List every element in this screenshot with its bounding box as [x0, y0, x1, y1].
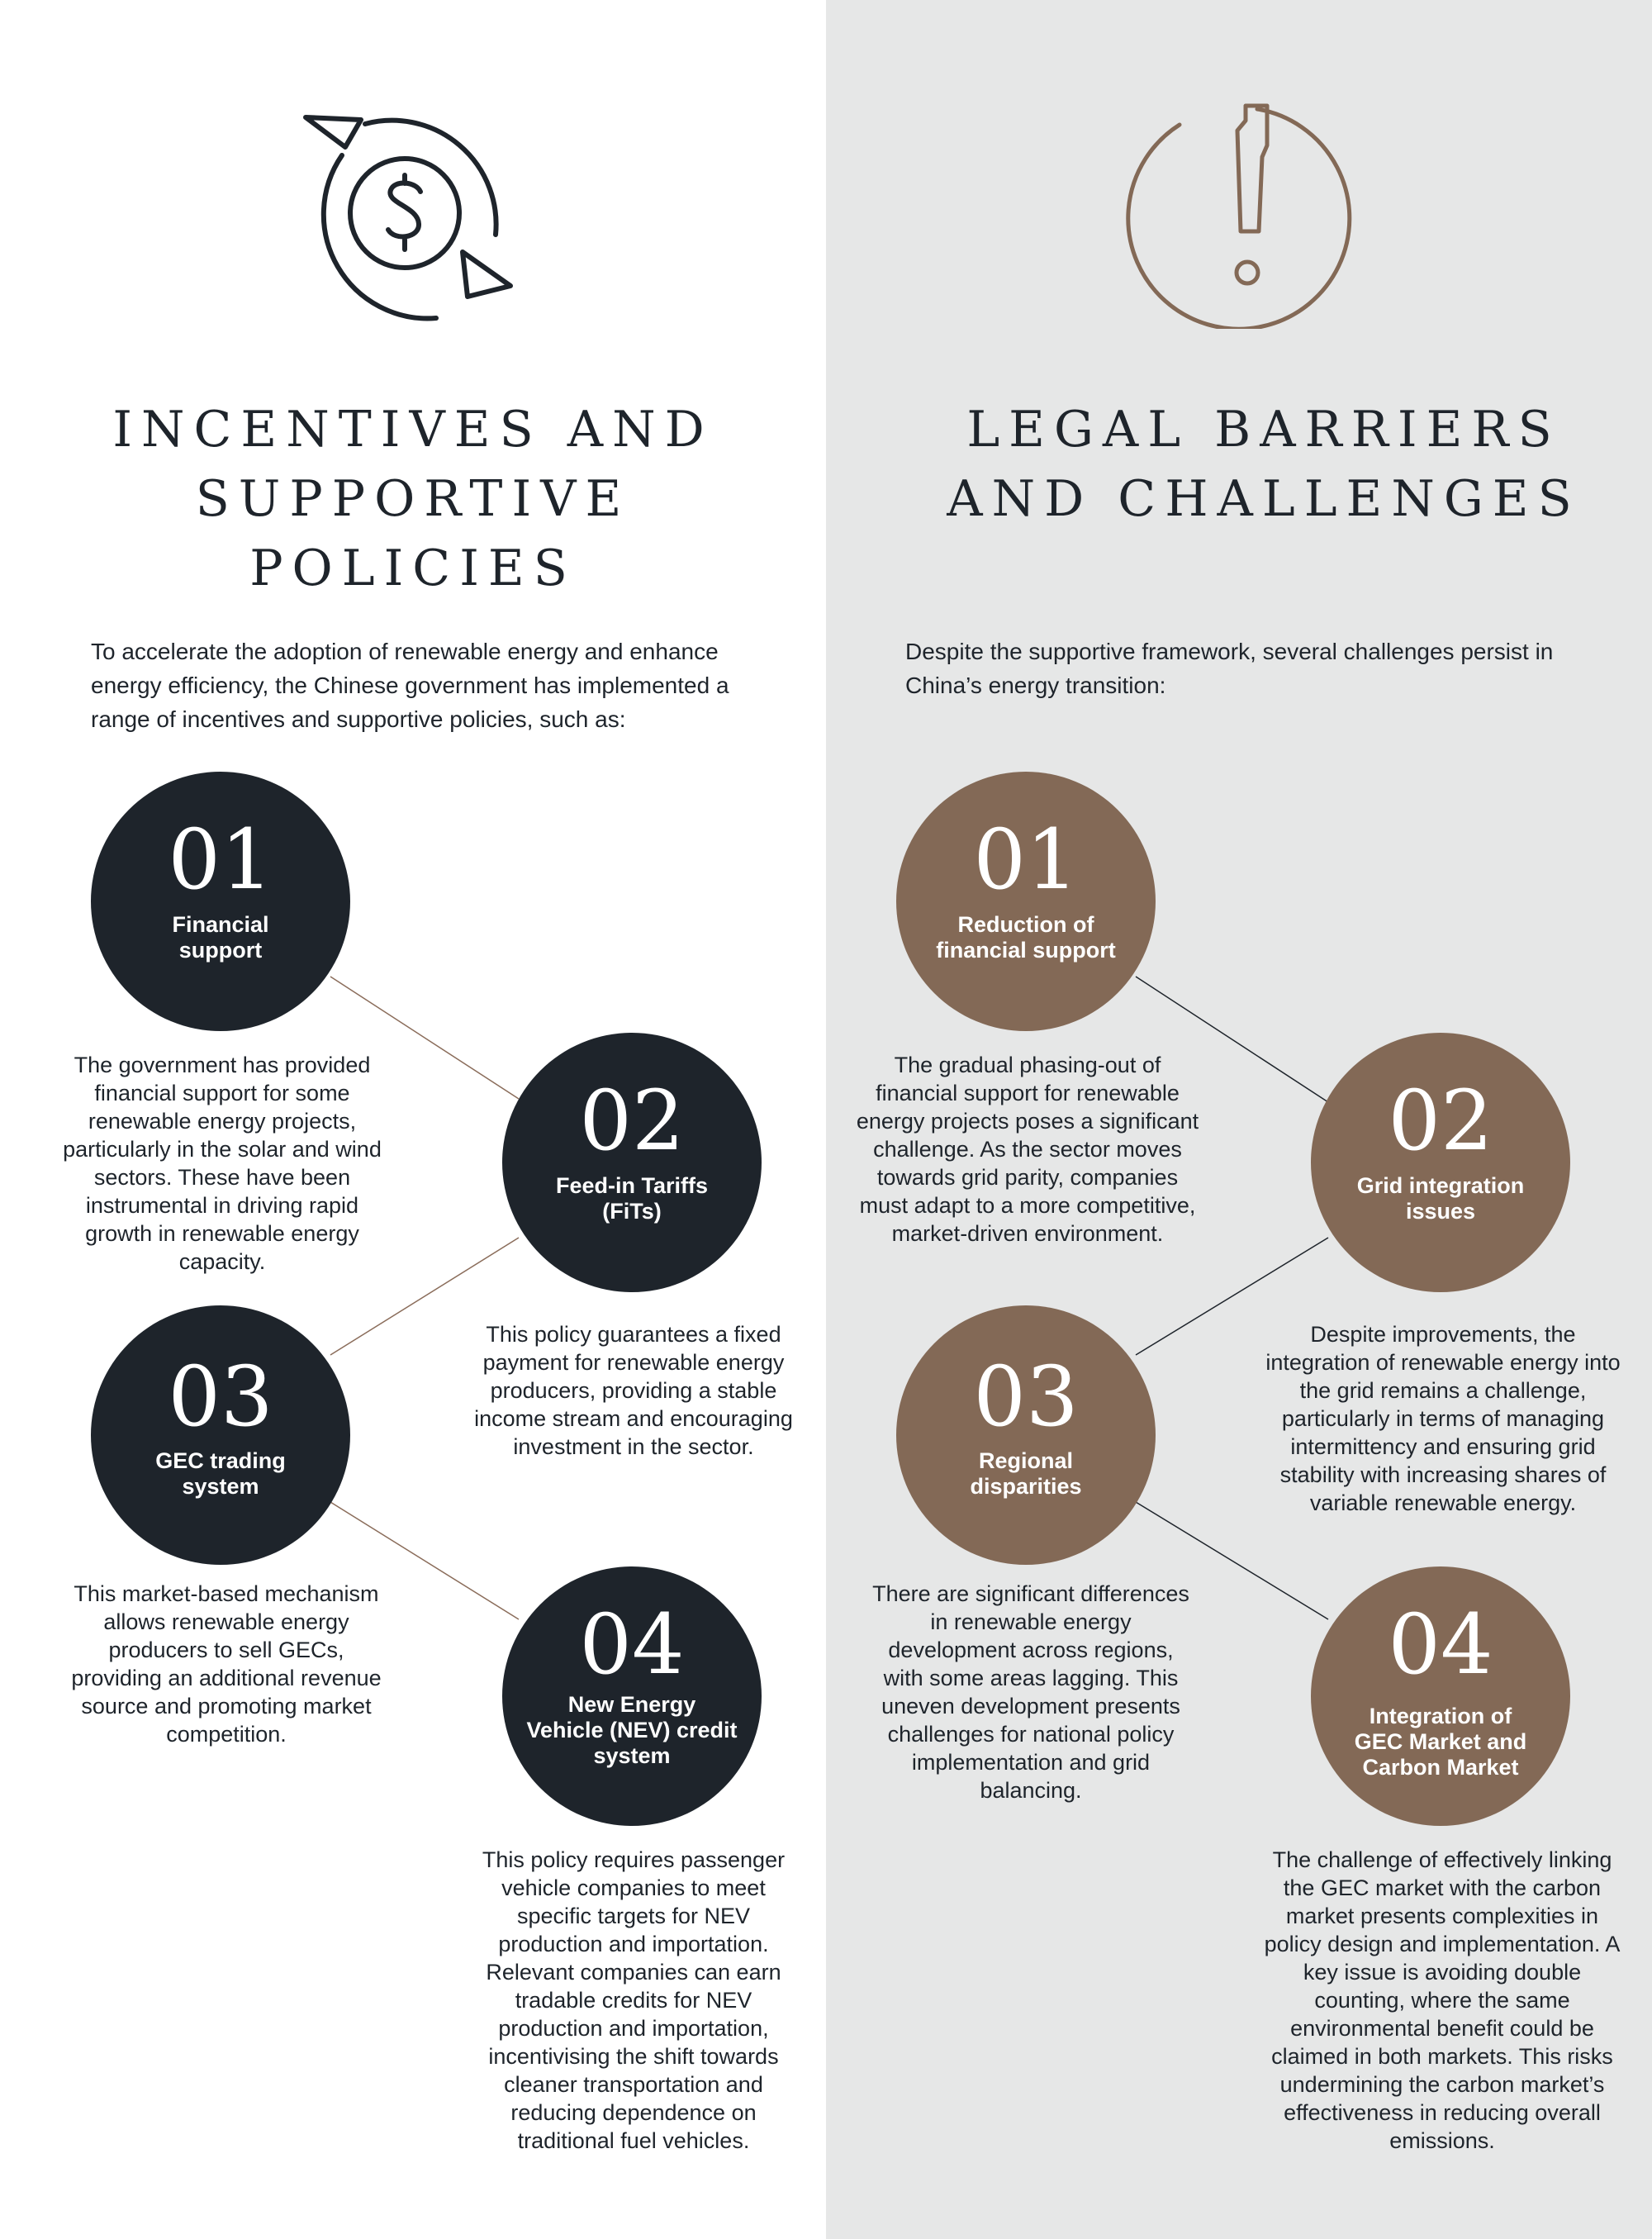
- challenge-circle-01: [896, 772, 1156, 1031]
- challenge-label-03: Regional disparities: [970, 1448, 1082, 1499]
- challenge-desc-02: Despite improvements, the integration of renewable energy into the grid remains a challenge, particularly in terms of managing intermittency and ensuring grid stability with increasing shares of variable renewable energy.: [1265, 1322, 1621, 1515]
- incentive-desc-01: The government has provided financial support for some renewable energy projects, particularly in the solar and wind sectors. These have been instrumental in driving rapid growth in renewable energy capacity.: [63, 1053, 382, 1274]
- incentive-number-01: 01: [168, 811, 273, 908]
- incentive-desc-02: This policy guarantees a fixed payment for renewable energy producers, providing a stable income stream and encouraging investment in the sector.: [474, 1322, 793, 1459]
- challenge-label-04: Integration of GEC Market and Carbon Market: [1354, 1704, 1527, 1780]
- incentives-intro: To accelerate the adoption of renewable energy and enhance energy efficiency, the Chinese government has implemented a range of incentives and supportive policies, such as:: [91, 639, 729, 732]
- challenge-desc-03: There are significant differences in renewable energy development across regions, with some areas lagging. This uneven development presents challenges for national policy implementation and grid balancing.: [872, 1581, 1189, 1803]
- challenges-title-line-2: AND CHALLENGES: [947, 470, 1581, 528]
- challenge-desc-04: The challenge of effectively linking the GEC market with the carbon market presents complexities in policy design and implementation. A key issue is avoiding double counting, where the same environmental benefit could be claimed in both markets. This risks undermining the carbon market’s effectiveness in reducing overall emissions.: [1264, 1847, 1621, 2153]
- challenge-label-02: Grid integration issues: [1356, 1173, 1525, 1224]
- challenges-intro: Despite the supportive framework, several challenges persist in China’s energy transition:: [905, 639, 1554, 698]
- challenge-number-03: 03: [973, 1348, 1079, 1445]
- challenge-number-02: 02: [1388, 1072, 1493, 1169]
- challenge-number-01: 01: [973, 811, 1079, 908]
- challenge-circle-02: [1311, 1033, 1570, 1292]
- incentive-number-04: 04: [579, 1596, 685, 1693]
- challenge-label-01: Reduction of financial support: [936, 912, 1116, 963]
- incentive-circle-01: [91, 772, 350, 1031]
- challenge-desc-01: The gradual phasing-out of financial support for renewable energy projects poses a significant challenge. As the sector moves towards grid parity, companies must adapt to a more competitive, market-driven environment.: [856, 1053, 1199, 1246]
- incentive-label-02: Feed-in Tariffs (FiTs): [555, 1173, 709, 1224]
- incentives-title-line-1: INCENTIVES AND: [112, 401, 714, 459]
- incentive-desc-04: This policy requires passenger vehicle companies to meet specific targets for NEV production and importation. Relevant companies can earn tradable credits for NEV production and importation, incentivising the shift towards cleaner transportation and reducing dependence on traditional fuel vehicles.: [482, 1847, 786, 2153]
- incentive-circle-04: [502, 1566, 762, 1826]
- challenge-circle-04: [1311, 1566, 1570, 1826]
- challenges-title-line-1: LEGAL BARRIERS: [966, 401, 1561, 459]
- challenge-circle-03: [896, 1305, 1156, 1565]
- incentive-number-03: 03: [168, 1348, 273, 1445]
- incentive-circle-03: [91, 1305, 350, 1565]
- incentive-desc-03: This market-based mechanism allows renewable energy producers to sell GECs, providing an additional revenue source and promoting market competition.: [71, 1581, 382, 1747]
- incentive-label-03: GEC trading system: [155, 1448, 286, 1499]
- challenge-number-04: 04: [1388, 1596, 1493, 1693]
- incentives-title-line-2: SUPPORTIVE: [195, 470, 631, 528]
- incentive-label-04: New Energy Vehicle (NEV) credit system: [526, 1692, 738, 1768]
- incentives-title-line-3: POLICIES: [249, 540, 577, 597]
- incentive-circle-02: [502, 1033, 762, 1292]
- incentive-label-01: Financial support: [172, 912, 269, 963]
- incentive-number-02: 02: [579, 1072, 685, 1169]
